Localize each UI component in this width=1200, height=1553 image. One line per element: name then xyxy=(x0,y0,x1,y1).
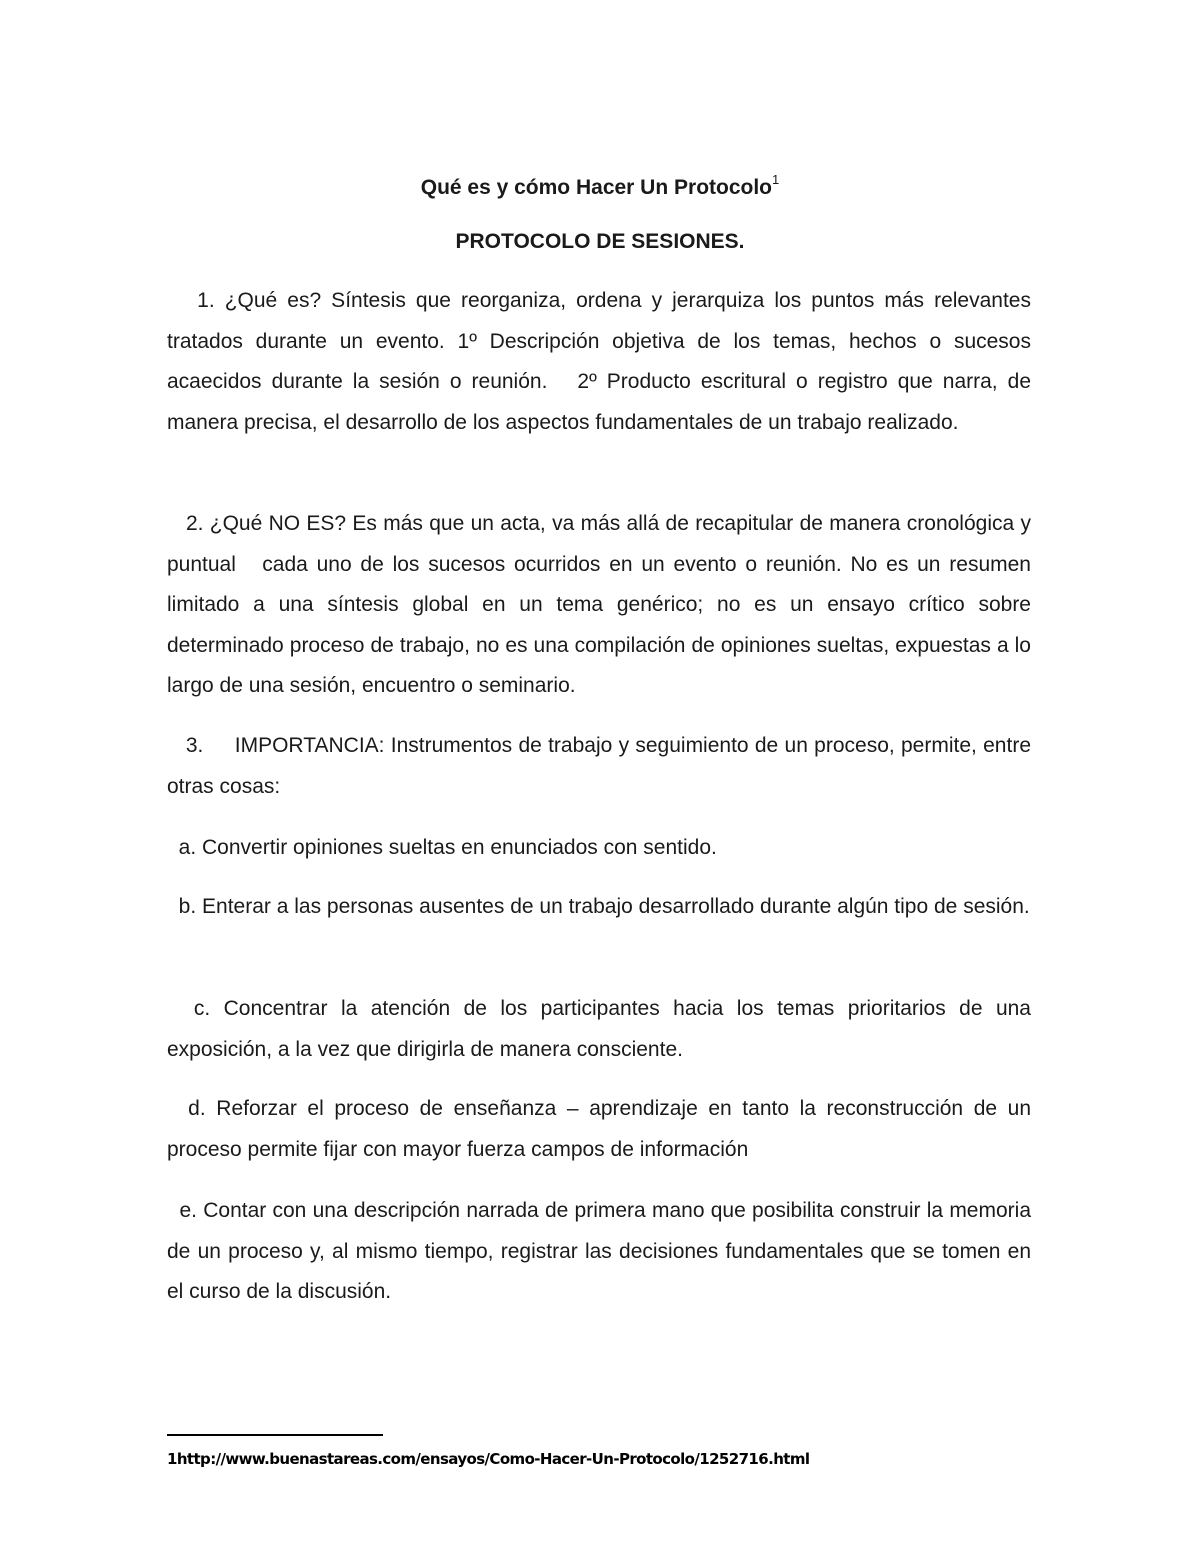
footnote-divider xyxy=(167,1434,383,1436)
footnote-marker: 1 xyxy=(772,172,780,187)
paragraph-importancia: 3. IMPORTANCIA: Instrumentos de trabajo y seguimiento de un proceso, permite, entre otras cosas: xyxy=(167,734,1031,798)
list-item-e: e. Contar con una descripción narrada de primera mano que posibilita construir la memoria de un proceso y, al mismo tiempo, registrar las decisiones fundamentales que se tomen en el curso de la discusión. xyxy=(167,1199,1031,1303)
list-item-b: b. Enterar a las personas ausentes de un trabajo desarrollado durante algún tipo de sesión. xyxy=(167,895,1030,918)
paragraph-que-no-es: 2. ¿Qué NO ES? Es más que un acta, va más allá de recapitular de manera cronológica y puntual cada uno de los sucesos ocurridos en un evento o reunión. No es un resumen limitado a una síntesis global en un tema genérico; no es un ensayo crítico sobre determinado proceso de trabajo, no es una compilación de opiniones sueltas, expuestas a lo largo de una sesión, encuentro o seminario. xyxy=(167,512,1031,697)
page-title-text: Qué es y cómo Hacer Un Protocolo xyxy=(420,176,773,199)
paragraph-que-es: 1. ¿Qué es? Síntesis que reorganiza, ordena y jerarquiza los puntos más relevantes tratados durante un evento. 1º Descripción objetiva de los temas, hechos o sucesos acaecidos durante la sesión o reunión. 2º Producto escritural o registro que narra, de manera precisa, el desarrollo de los aspectos fundamentales de un trabajo realizado. xyxy=(167,289,1031,434)
list-item-d: d. Reforzar el proceso de enseñanza – aprendizaje en tanto la reconstrucción de un proceso permite fijar con mayor fuerza campos de información xyxy=(167,1097,1031,1161)
page-title xyxy=(0,168,1200,202)
section-heading: PROTOCOLO DE SESIONES. xyxy=(455,230,745,253)
list-item-a: a. Convertir opiniones sueltas en enunciados con sentido. xyxy=(167,836,717,859)
list-item-c: c. Concentrar la atención de los participantes hacia los temas prioritarios de una exposición, a la vez que dirigirla de manera consciente. xyxy=(167,997,1031,1061)
footnote-link[interactable]: 1http://www.buenastareas.com/ensayos/Como-Hacer-Un-Protocolo/1252716.html xyxy=(167,1450,810,1468)
